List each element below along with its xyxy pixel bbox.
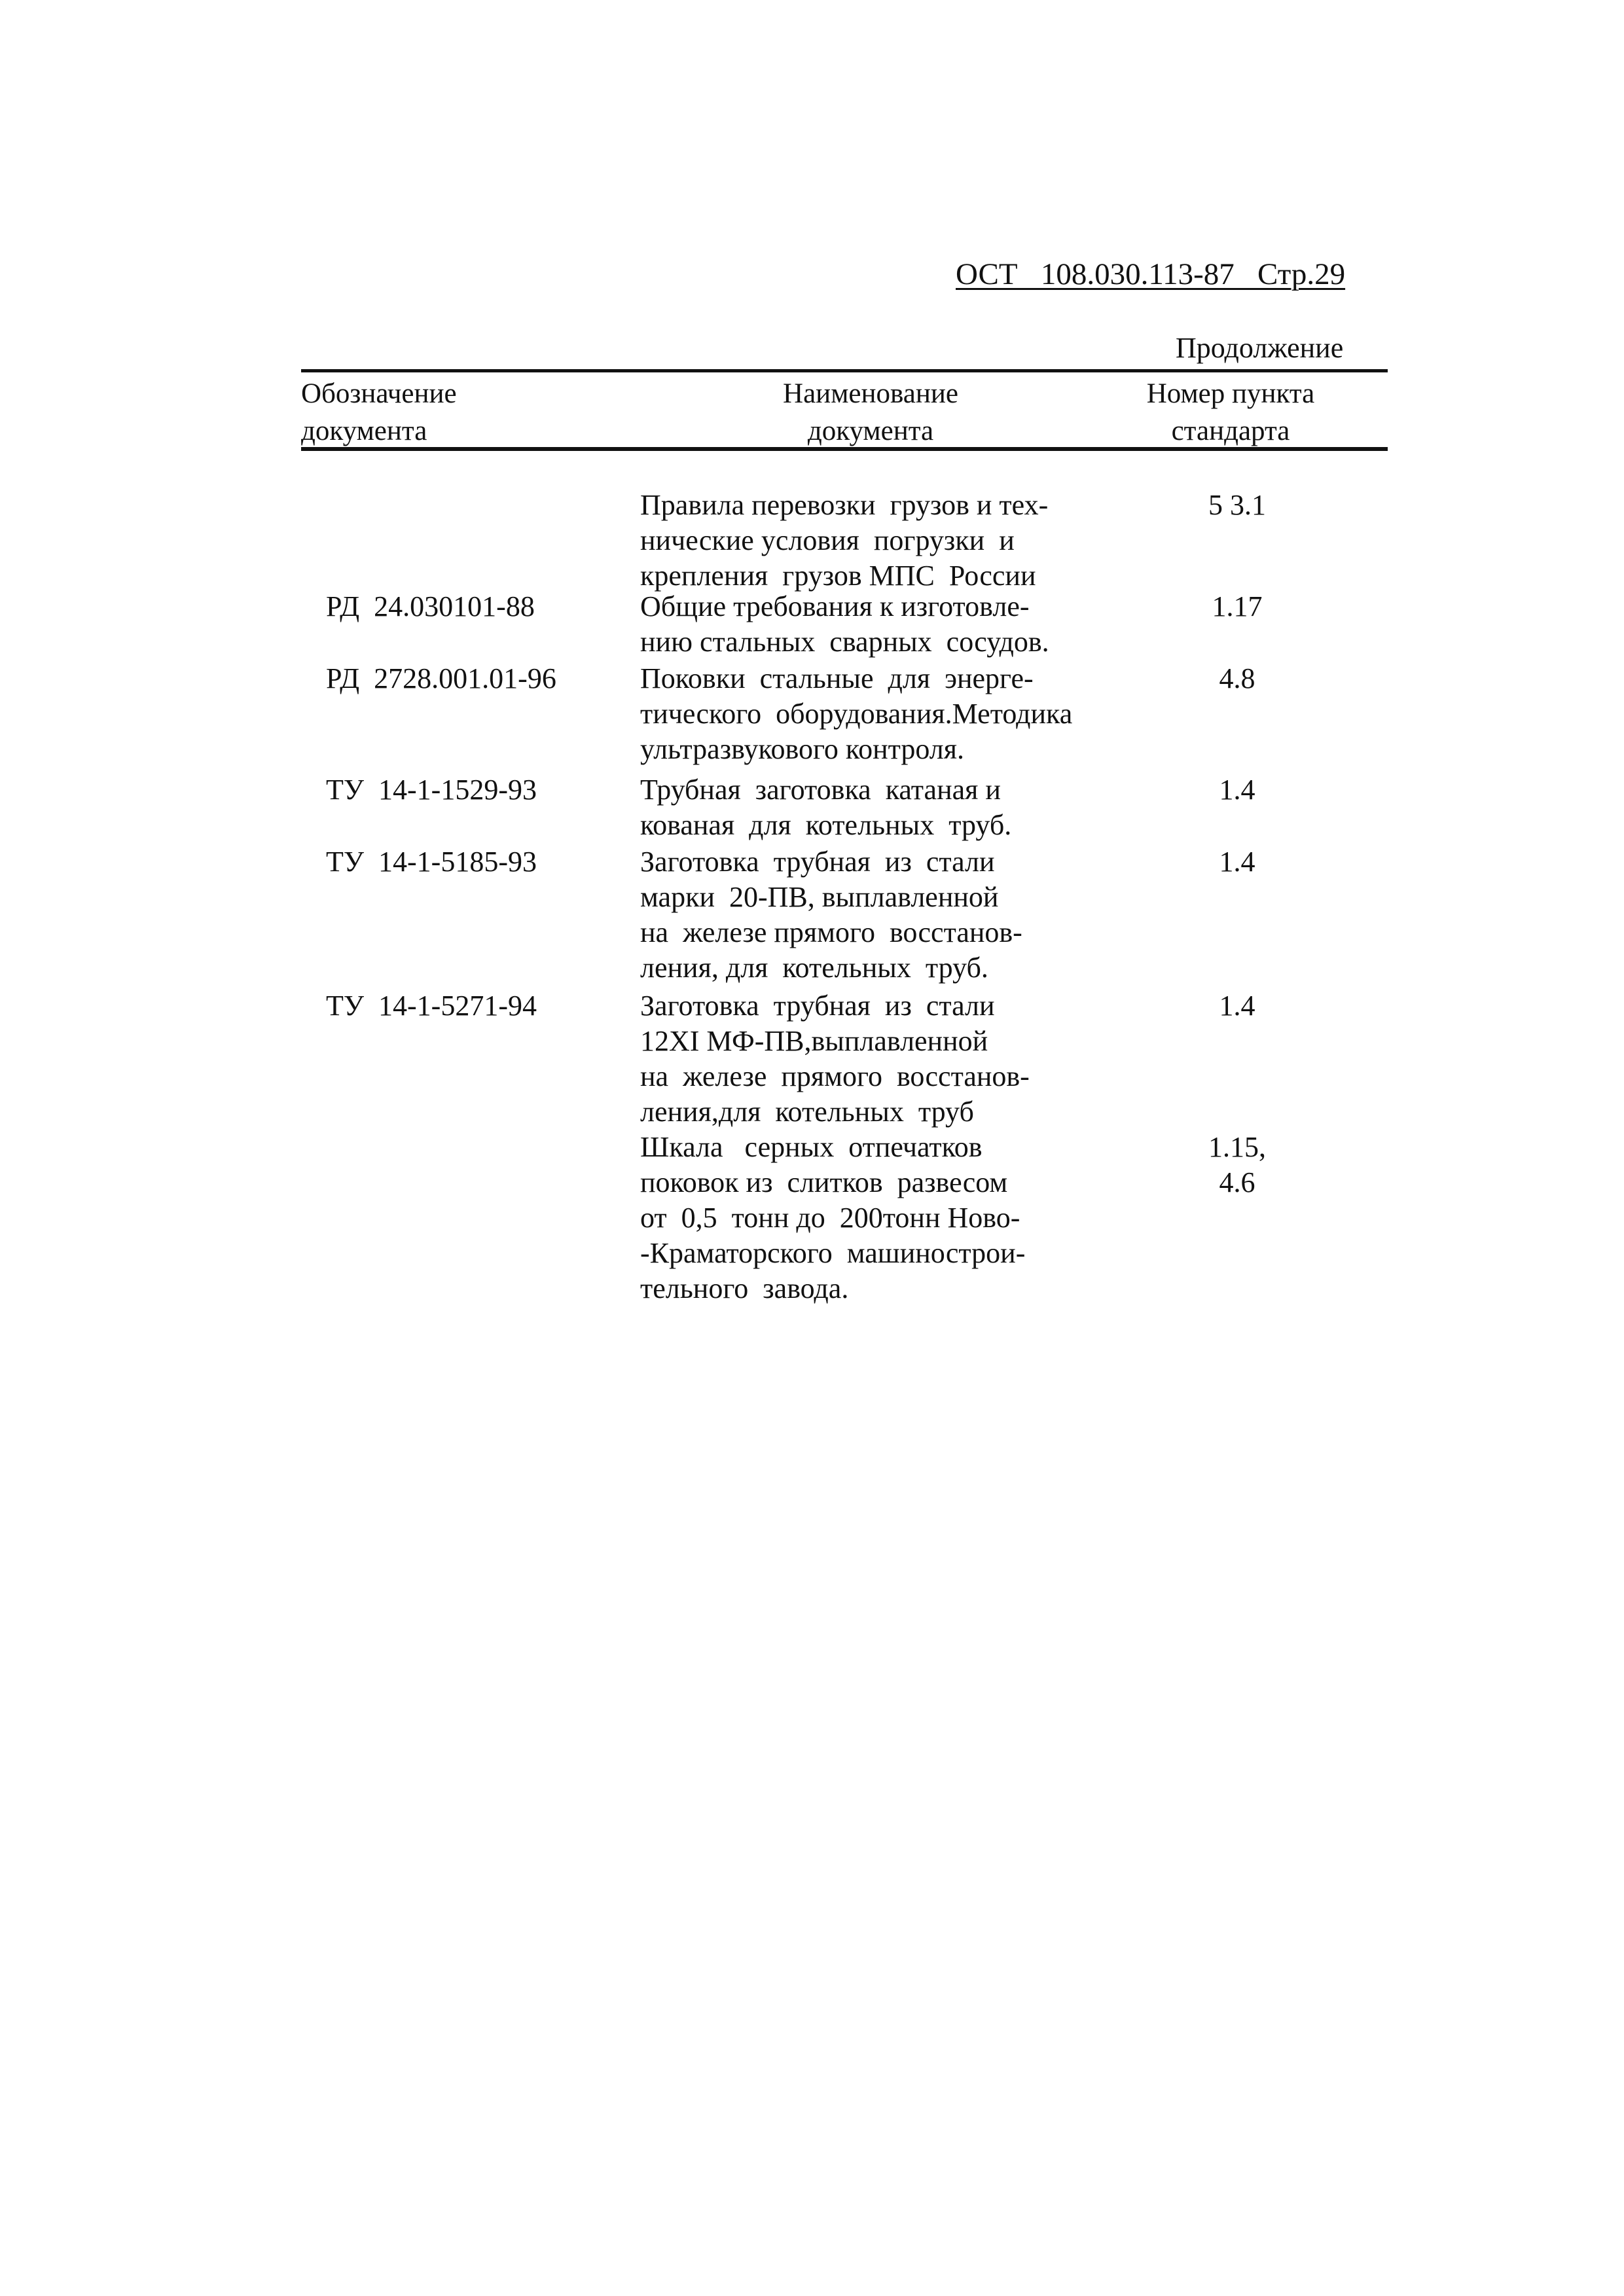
clause-number: 5 3.1 [1208,489,1266,521]
document-title: Заготовка трубная из стали марки 20-ПВ, выплавленной на железе прямого восстанов- ления, для котельных труб. [640,846,1022,984]
clause-number: 4.8 [1219,662,1255,694]
document-title: Поковки стальные для энерге- тического оборудования.Методика ультразвукового контроля. [640,662,1073,765]
table-top-rule [301,369,1388,372]
document-title: Заготовка трубная из стали 12ХI МФ-ПВ,выплавленной на железе прямого восстанов- ления,для котельных труб [640,990,1030,1128]
document-title: Общие требования к изготовле- нию стальных сварных сосудов. [640,590,1049,658]
table-header-bottom-rule [301,447,1388,451]
clause-number: 1.15, 4.6 [1208,1131,1266,1198]
column-header-name: Наименование документа [783,378,958,446]
document-designation: ТУ 14-1-5185-93 [326,846,537,878]
continuation-label: Продолжение [1176,332,1344,364]
clause-number: 1.17 [1212,590,1263,622]
document-designation: ТУ 14-1-1529-93 [326,774,537,806]
document-designation: ТУ 14-1-5271-94 [326,990,537,1022]
document-title: Правила перевозки грузов и тех- нические условия погрузки и крепления грузов МПС России [640,489,1049,592]
document-title: Трубная заготовка катаная и кованая для котельных труб. [640,774,1012,841]
document-designation: РД 2728.001.01-96 [326,662,556,694]
column-header-designation: Обозначение документа [301,378,457,446]
document-designation: РД 24.030101-88 [326,590,535,622]
clause-number: 1.4 [1219,846,1255,878]
column-header-clause: Номер пункта стандарта [1146,378,1315,446]
document-header-ref: ОСТ 108.030.113-87 Стр.29 [956,257,1346,291]
document-title: Шкала серных отпечатков поковок из слитков развесом от 0,5 тонн до 200тонн Ново- -Краматорского машинострои- тельного завода. [640,1131,1026,1304]
clause-number: 1.4 [1219,990,1255,1022]
clause-number: 1.4 [1219,774,1255,806]
